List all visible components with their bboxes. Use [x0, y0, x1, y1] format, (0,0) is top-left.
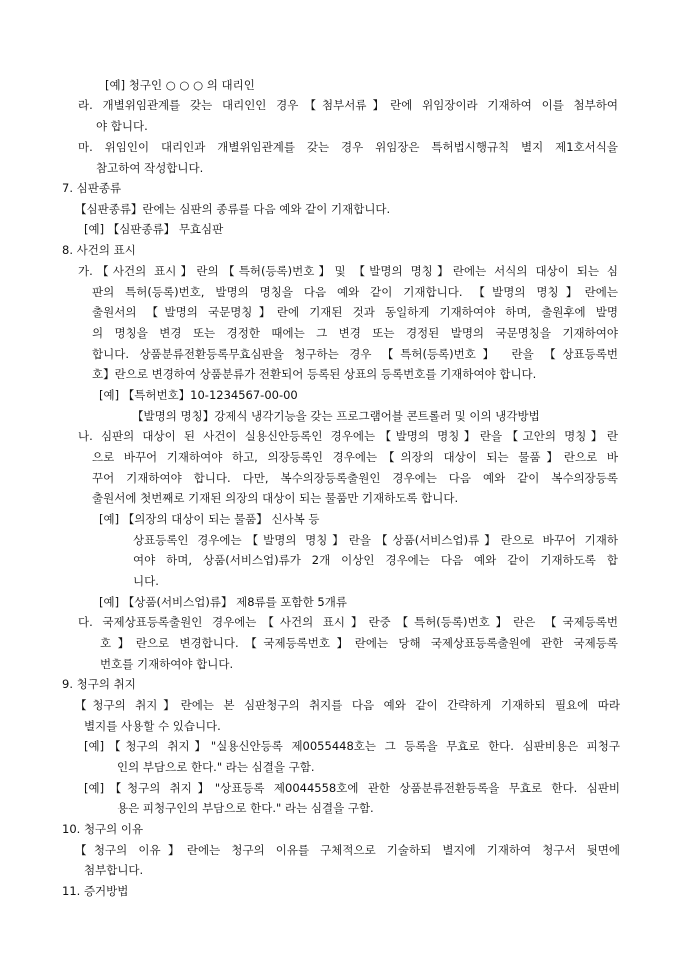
text-line: 【청구의 이유】란에는 청구의 이유를 구체적으로 기술하되 별지에 기재하여 청구서 뒷면에 — [75, 843, 620, 857]
text-line: 꾸어 기재하여야 합니다. 다만, 복수의장등록출원인 경우에는 다음 예와 같이 복수의장등록 — [92, 471, 618, 485]
text-line: 합니다. 상품분류전환등록무효심판을 청구하는 경우 【특허(등록)번호】 란을 【상표등록번 — [92, 347, 618, 361]
text-line: 【발명의 명칭】강제식 냉각기능을 갖는 프로그램어블 콘트롤러 및 이의 냉각방법 — [132, 409, 540, 423]
text-line: 으로 바꾸어 기재하여야 하고, 의장등록인 경우에는【의장의 대상이 되는 물품】란으로 바 — [92, 450, 618, 464]
text-line: 참고하여 작성합니다. — [96, 161, 204, 175]
text-line: [예] 【의장의 대상이 되는 물품】 신사복 등 — [99, 512, 320, 526]
text-line: 별지를 사용할 수 있습니다. — [84, 719, 221, 733]
text-line: 판의 특허(등록)번호, 발명의 명칭을 다음 예와 같이 기재합니다. 【발명의 명칭】란에는 — [92, 285, 618, 299]
text-line: [예]【청구의 취지】"실용신안등록 제0055448호는 그 등록을 무효로 한다. 심판비용은 피청구 — [84, 739, 620, 753]
text-line: 출원서에 첫번째로 기재된 의장의 대상이 되는 물품만 기재하도록 합니다. — [92, 491, 459, 505]
section-heading: 10. 청구의 이유 — [62, 822, 144, 836]
text-line: 용은 피청구인의 부담으로 한다." 라는 심결을 구함. — [117, 801, 374, 815]
section-heading: 9. 청구의 취지 — [62, 677, 136, 691]
text-line: [예]【청구의 취지】"상표등록 제0044558호에 관한 상품분류전환등록을 무효로 한다. 심판비 — [84, 781, 620, 795]
text-line: 【청구의 취지】란에는 본 심판청구의 취지를 다음 예와 같이 간략하게 기재하되 필요에 따라 — [75, 698, 620, 712]
section-heading: 11. 증거방법 — [62, 884, 129, 898]
text-line: 여야 하며, 상품(서비스업)류가 2개 이상인 경우에는 다음 예와 같이 기재하도록 합 — [133, 553, 618, 567]
text-line: [예] 【특허번호】10-1234567-00-00 — [99, 388, 298, 402]
text-line: 번호를 기재하여야 합니다. — [100, 657, 234, 671]
text-line: 다. 국제상표등록출원인 경우에는【사건의 표시】란중【특허(등록)번호】란은 【국제등록번 — [78, 615, 618, 629]
text-line: [예] 청구인 ○ ○ ○ 의 대리인 — [105, 78, 255, 92]
text-line: 마. 위임인이 대리인과 개별위임관계를 갖는 경우 위임장은 특허법시행규칙 별지 제1호서식을 — [78, 140, 618, 154]
text-line: [예] 【심판종류】 무효심판 — [84, 222, 224, 236]
text-line: 【심판종류】란에는 심판의 종류를 다음 예와 같이 기재합니다. — [75, 202, 391, 216]
text-line: [예] 【상품(서비스업)류】 제8류를 포함한 5개류 — [99, 595, 347, 609]
text-line: 가.【사건의 표시】란의【특허(등록)번호】및 【발명의 명칭】란에는 서식의 대상이 되는 심 — [78, 264, 618, 278]
text-line: 상표등록인 경우에는【발명의 명칭】란을【상품(서비스업)류】란으로 바꾸어 기재하 — [133, 533, 618, 547]
section-heading: 7. 심판종류 — [62, 181, 122, 195]
text-line: 라. 개별위임관계를 갖는 대리인인 경우【첨부서류】란에 위임장이라 기재하여 이를 첨부하여 — [78, 98, 618, 112]
text-line: 호】란으로 변경합니다.【국제등록번호】란에는 당해 국제상표등록출원에 관한 국제등록 — [100, 636, 618, 650]
text-line: 의 명칭을 변경 또는 경정한 때에는 그 변경 또는 경정된 발명의 국문명칭을 기재하여야 — [92, 326, 618, 340]
text-line: 나. 심판의 대상이 된 사건이 실용신안등록인 경우에는【발명의 명칭】란을【고안의 명칭】란 — [78, 429, 618, 443]
section-heading: 8. 사건의 표시 — [62, 243, 136, 257]
text-line: 인의 부담으로 한다." 라는 심결을 구함. — [117, 760, 315, 774]
text-line: 야 합니다. — [96, 119, 148, 133]
text-line: 호】란으로 변경하여 상품분류가 전환되어 등록된 상표의 등록번호를 기재하여야 합니다. — [92, 367, 537, 381]
text-line: 첨부합니다. — [84, 863, 144, 877]
text-line: 출원서의 【발명의 국문명칭】란에 기재된 것과 동일하게 기재하여야 하며, 출원후에 발명 — [92, 305, 618, 319]
text-line: 니다. — [133, 574, 159, 588]
